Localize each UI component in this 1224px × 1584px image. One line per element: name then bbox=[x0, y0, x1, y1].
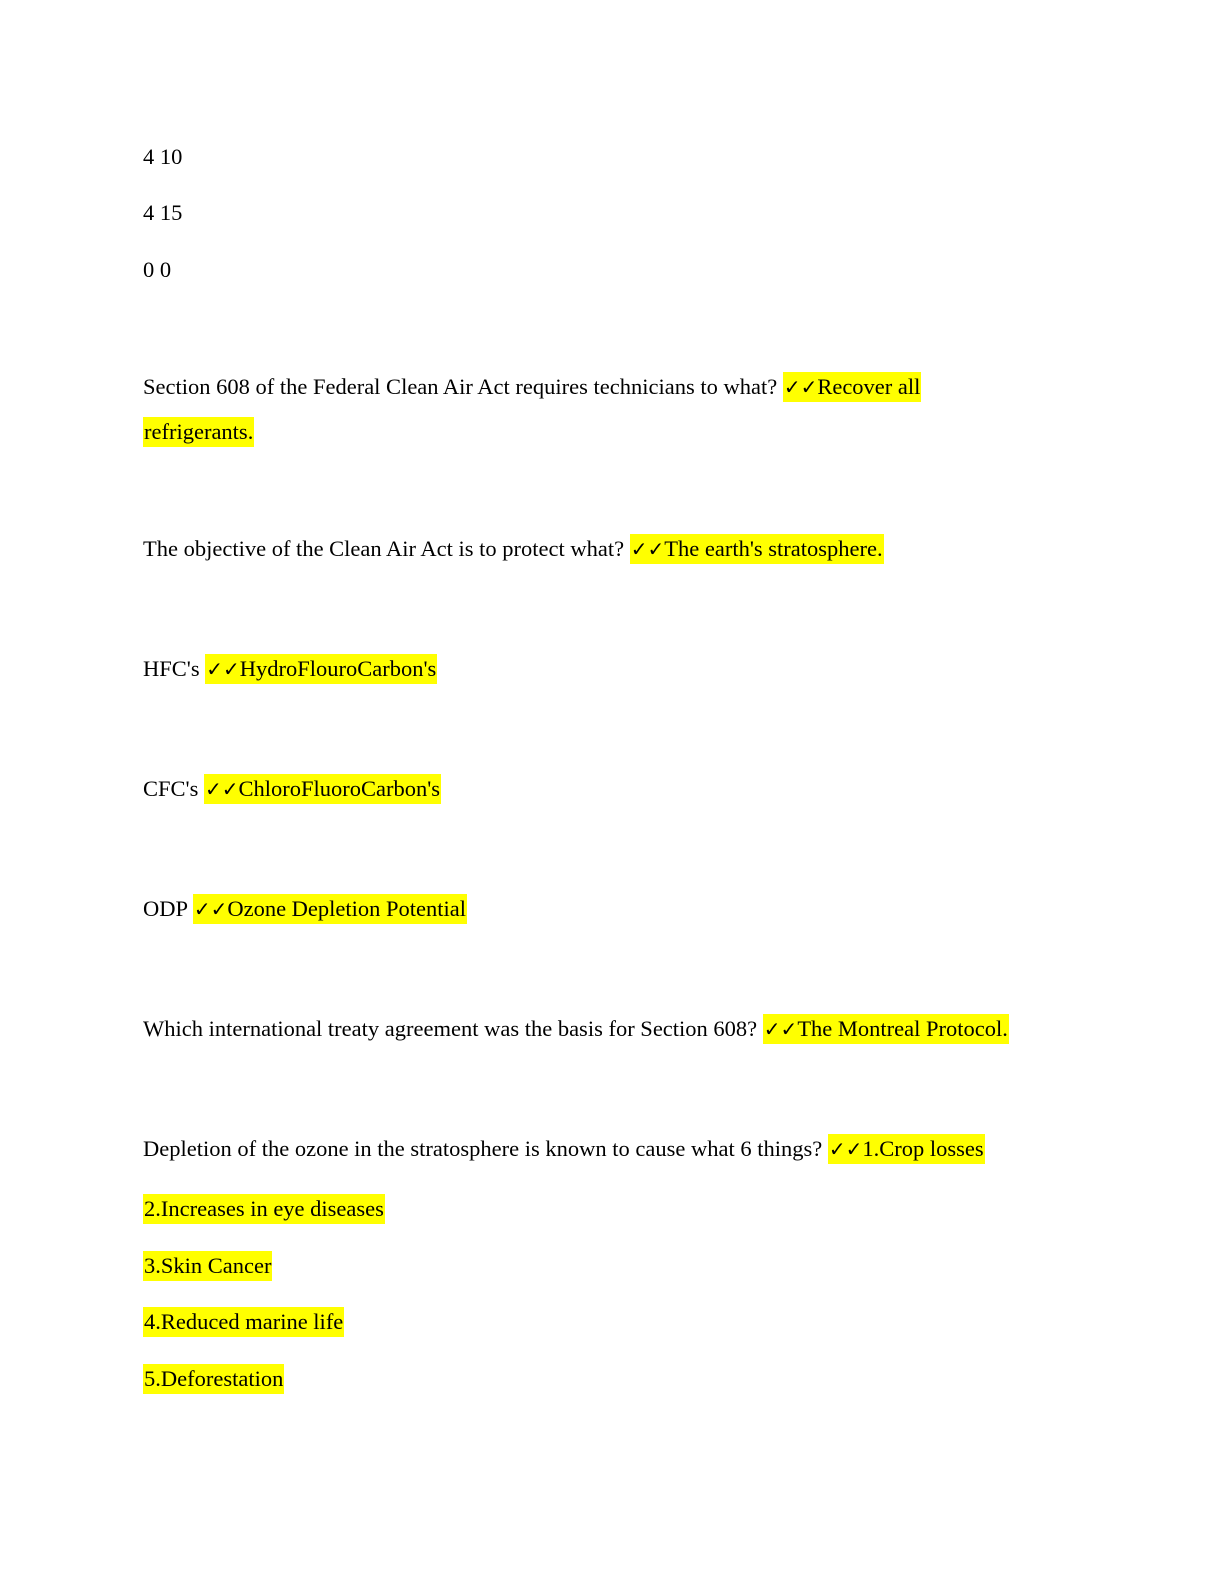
answer-highlight bbox=[193, 894, 467, 924]
question-text: Depletion of the ozone in the stratosphere is known to cause what 6 things? bbox=[143, 1136, 828, 1161]
answer-highlight bbox=[204, 774, 441, 804]
question-text: The objective of the Clean Air Act is to protect what? bbox=[143, 536, 630, 561]
header-line: 0 0 bbox=[143, 257, 172, 282]
qa-item bbox=[143, 1015, 1009, 1043]
header-line: 4 15 bbox=[143, 200, 183, 225]
answer-text: Recover all bbox=[817, 374, 921, 399]
qa-item bbox=[143, 895, 467, 923]
answer-text: 5.Deforestation bbox=[143, 1364, 284, 1394]
qa-item bbox=[143, 775, 441, 803]
double-check-icon: ✓✓ bbox=[783, 375, 818, 399]
answer-text: 4.Reduced marine life bbox=[143, 1307, 344, 1337]
qa-item bbox=[143, 535, 884, 563]
answer-highlight bbox=[205, 654, 437, 684]
qa-item bbox=[143, 655, 437, 683]
header-line: 4 10 bbox=[143, 144, 183, 169]
qa-item bbox=[143, 1135, 985, 1163]
double-check-icon: ✓✓ bbox=[763, 1017, 798, 1041]
double-check-icon: ✓✓ bbox=[630, 537, 665, 561]
answer-text: HydroFlouroCarbon's bbox=[239, 656, 437, 681]
answer-text: The Montreal Protocol. bbox=[797, 1016, 1008, 1041]
question-text: Section 608 of the Federal Clean Air Act requires technicians to what? bbox=[143, 374, 783, 399]
answer-continuation bbox=[143, 1365, 284, 1393]
answer-highlight bbox=[763, 1014, 1009, 1044]
answer-highlight bbox=[783, 372, 922, 402]
question-text: Which international treaty agreement was the basis for Section 608? bbox=[143, 1016, 763, 1041]
answer-continuation bbox=[143, 1195, 385, 1223]
answer-text: 1.Crop losses bbox=[862, 1136, 984, 1161]
answer-highlight bbox=[630, 534, 884, 564]
answer-continuation bbox=[143, 1308, 344, 1336]
double-check-icon: ✓✓ bbox=[193, 897, 228, 921]
answer-text: 2.Increases in eye diseases bbox=[143, 1194, 385, 1224]
double-check-icon: ✓✓ bbox=[204, 777, 239, 801]
answer-text: refrigerants. bbox=[143, 417, 254, 447]
answer-highlight bbox=[828, 1134, 985, 1164]
answer-continuation bbox=[143, 418, 254, 446]
question-text: ODP bbox=[143, 896, 193, 921]
answer-text: Ozone Depletion Potential bbox=[227, 896, 467, 921]
answer-text: ChloroFluoroCarbon's bbox=[238, 776, 441, 801]
answer-text: The earth's stratosphere. bbox=[664, 536, 883, 561]
question-text: CFC's bbox=[143, 776, 204, 801]
qa-item bbox=[143, 373, 921, 401]
question-text: HFC's bbox=[143, 656, 206, 681]
double-check-icon: ✓✓ bbox=[828, 1137, 863, 1161]
double-check-icon: ✓✓ bbox=[206, 657, 240, 681]
answer-continuation bbox=[143, 1252, 272, 1280]
answer-text: 3.Skin Cancer bbox=[143, 1251, 272, 1281]
